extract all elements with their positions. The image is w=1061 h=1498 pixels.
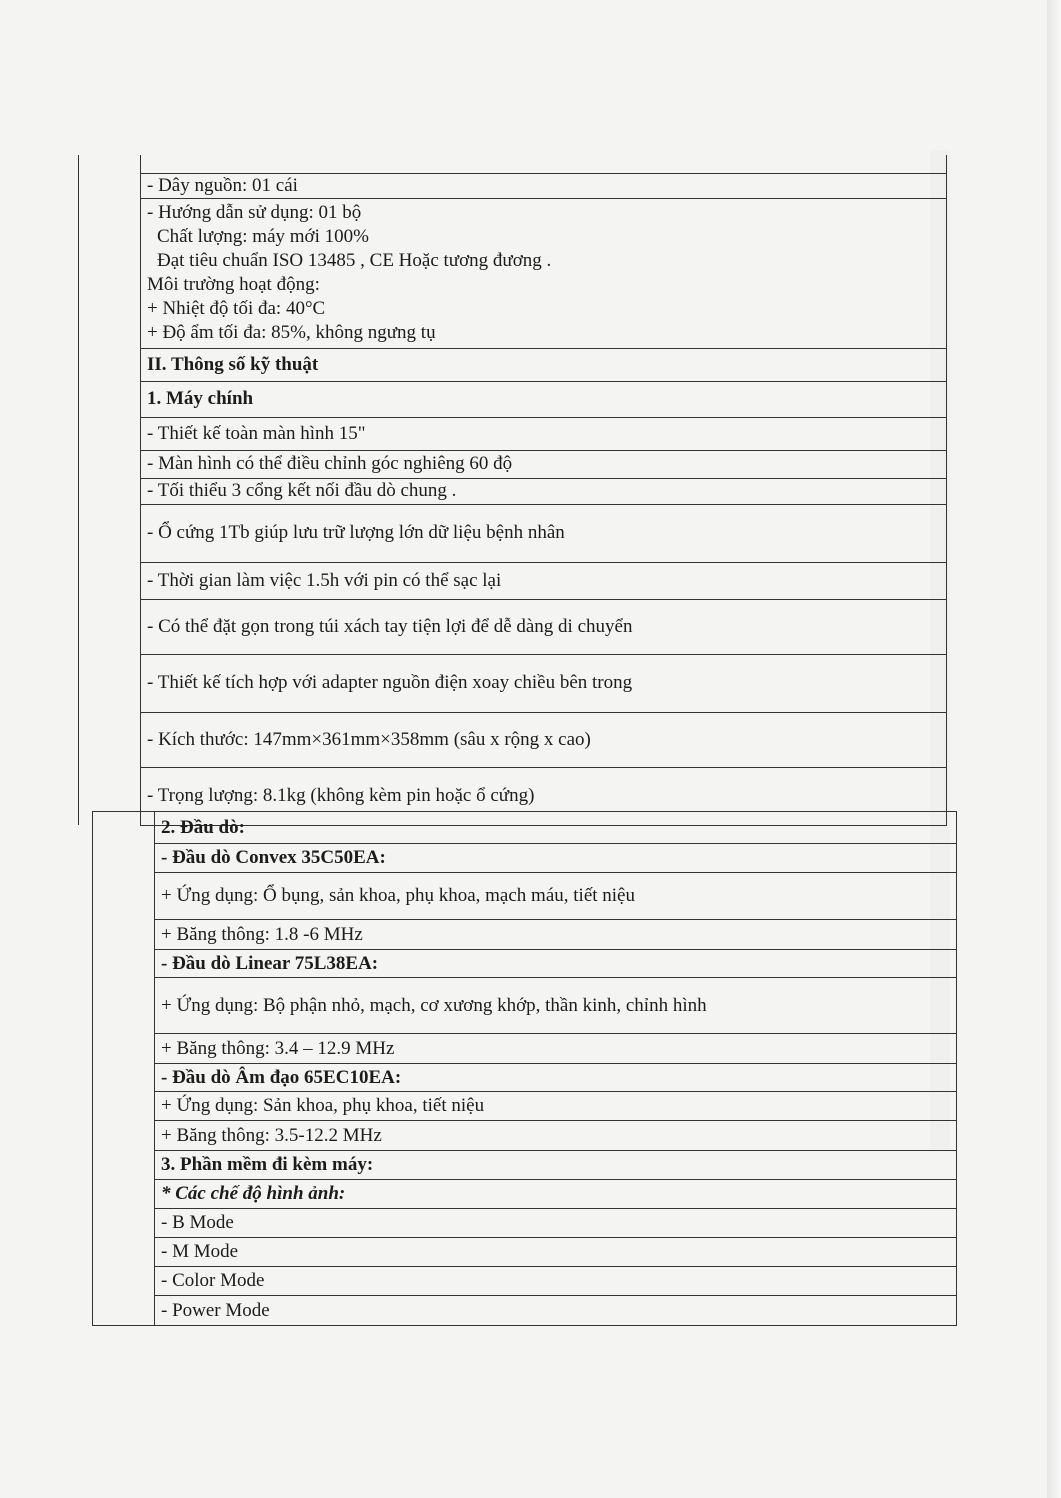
max-humidity-item: + Độ ẩm tối đa: 85%, không ngưng tụ <box>147 322 436 343</box>
table-row <box>93 1267 957 1296</box>
table-row <box>93 1034 957 1064</box>
table-row <box>93 812 957 844</box>
page-edge <box>1047 0 1061 1498</box>
spec-table-upper <box>78 155 947 826</box>
spec-item: - Thời gian làm việc 1.5h với pin có thể sạc lại <box>141 562 947 599</box>
table-row <box>79 654 947 712</box>
table-row <box>93 1121 957 1151</box>
table-row <box>79 381 947 417</box>
spec-item: - Thiết kế toàn màn hình 15" <box>141 417 947 450</box>
table-row <box>93 844 957 873</box>
probe-application: + Ứng dụng: Bộ phận nhỏ, mạch, cơ xương khớp, thần kinh, chỉnh hình <box>155 978 957 1034</box>
environment-heading: Môi trường hoạt động: <box>147 274 320 295</box>
table-row <box>93 873 957 920</box>
table-row <box>93 950 957 978</box>
spec-item: - Màn hình có thể điều chỉnh góc nghiêng 60 độ <box>141 450 947 478</box>
table-row <box>93 920 957 950</box>
probe-heading-linear: - Đầu dò Linear 75L38EA: <box>155 950 957 978</box>
probe-bandwidth: + Băng thông: 3.5-12.2 MHz <box>155 1121 957 1151</box>
spec-table-lower <box>92 811 957 1326</box>
accessories-quality-cell <box>141 198 947 348</box>
subsection-heading-software: 3. Phần mềm đi kèm máy: <box>155 1151 957 1180</box>
probe-bandwidth: + Băng thông: 3.4 – 12.9 MHz <box>155 1034 957 1064</box>
subsection-heading-probes: 2. Đầu dò: <box>155 812 957 844</box>
table-row <box>93 978 957 1034</box>
max-temperature-item: + Nhiệt độ tối đa: 40°C <box>147 298 326 319</box>
subsection-heading-main-unit: 1. Máy chính <box>141 381 947 417</box>
section-heading-specs: II. Thông số kỹ thuật <box>141 348 947 381</box>
table-row <box>79 504 947 562</box>
table-row <box>79 562 947 599</box>
probe-heading-convex: - Đầu dò Convex 35C50EA: <box>155 844 957 873</box>
table-row <box>79 417 947 450</box>
standard-item: Đạt tiêu chuẩn ISO 13485 , CE Hoặc tương đương . <box>157 250 552 271</box>
spec-item: - Thiết kế tích hợp với adapter nguồn điện xoay chiều bên trong <box>141 654 947 712</box>
spec-item: - Trọng lượng: 8.1kg (không kèm pin hoặc ổ cứng) <box>141 767 947 825</box>
table-row <box>79 450 947 478</box>
imaging-mode-item: - Power Mode <box>155 1296 957 1326</box>
table-row <box>93 1151 957 1180</box>
table-row <box>93 1180 957 1209</box>
quality-item: Chất lượng: máy mới 100% <box>157 226 369 247</box>
table-row <box>79 198 947 348</box>
spec-item: - Tối thiểu 3 cổng kết nối đầu dò chung . <box>141 478 947 504</box>
imaging-mode-item: - B Mode <box>155 1209 957 1238</box>
probe-application: + Ứng dụng: Ổ bụng, sản khoa, phụ khoa, mạch máu, tiết niệu <box>155 873 957 920</box>
table-row <box>79 348 947 381</box>
spec-item: - Ổ cứng 1Tb giúp lưu trữ lượng lớn dữ liệu bệnh nhân <box>141 504 947 562</box>
table-row <box>93 1296 957 1326</box>
table-row <box>79 712 947 767</box>
imaging-mode-item: - Color Mode <box>155 1267 957 1296</box>
imaging-modes-heading: * Các chế độ hình ảnh: <box>155 1180 957 1209</box>
probe-application: + Ứng dụng: Sản khoa, phụ khoa, tiết niệu <box>155 1092 957 1121</box>
probe-bandwidth: + Băng thông: 1.8 -6 MHz <box>155 920 957 950</box>
table-row <box>93 1064 957 1092</box>
table-row <box>93 1209 957 1238</box>
table-row <box>79 478 947 504</box>
probe-heading-vaginal: - Đầu dò Âm đạo 65EC10EA: <box>155 1064 957 1092</box>
table-row <box>93 1238 957 1267</box>
table-row <box>79 599 947 654</box>
table-row <box>79 173 947 198</box>
manual-item: - Hướng dẫn sử dụng: 01 bộ <box>147 202 362 223</box>
table-row <box>93 1092 957 1121</box>
table-top-spacer <box>79 155 947 173</box>
imaging-mode-item: - M Mode <box>155 1238 957 1267</box>
spec-item: - Kích thước: 147mm×361mm×358mm (sâu x rộng x cao) <box>141 712 947 767</box>
power-cord-item: - Dây nguồn: 01 cái <box>141 173 947 198</box>
spec-item: - Có thể đặt gọn trong túi xách tay tiện lợi để dễ dàng di chuyển <box>141 599 947 654</box>
